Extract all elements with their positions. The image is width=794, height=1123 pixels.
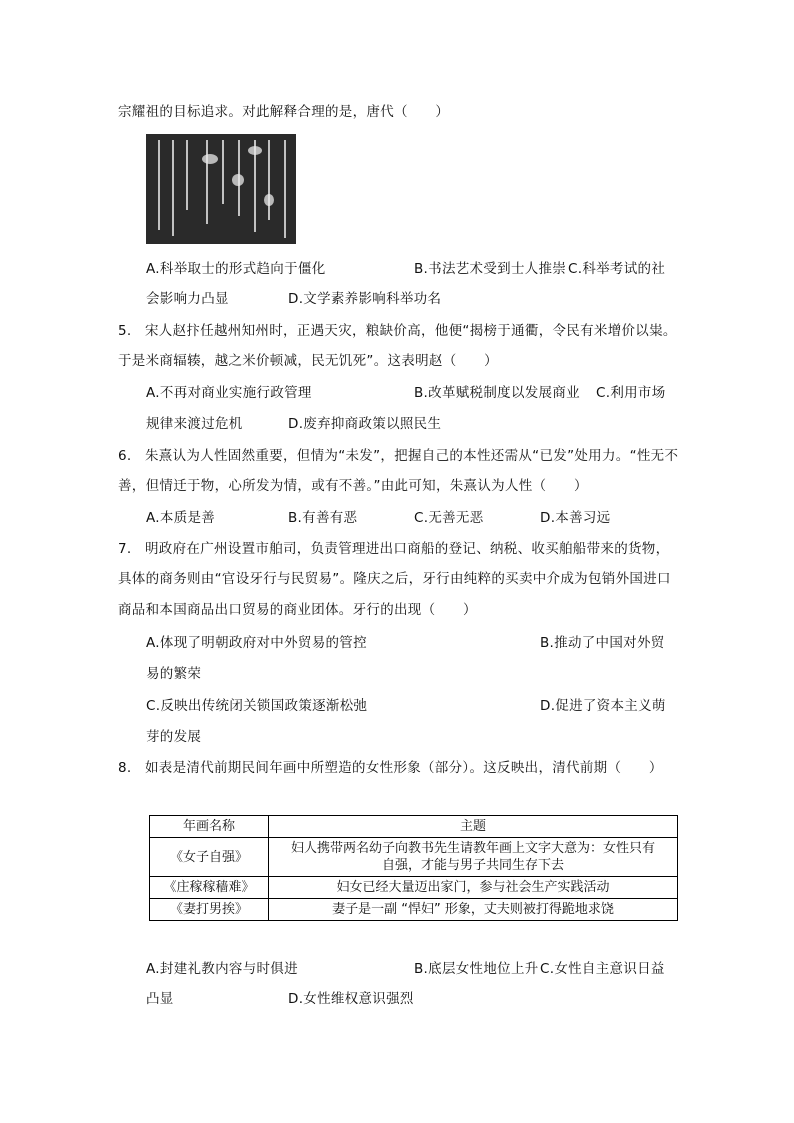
table-header-name: 年画名称	[150, 816, 269, 838]
q6-option-c: C.无善无恶	[414, 510, 484, 526]
table-cell-theme-line: 自强，才能与男子共同生存下去	[381, 858, 564, 873]
q7-option-a: A.体现了明朝政府对中外贸易的管控	[146, 635, 367, 651]
q6-option-d: D.本善习远	[540, 510, 611, 526]
table-row	[150, 877, 678, 899]
q7-line-2: 具体的商务则由“官设牙行与民贸易”。隆庆之后，牙行由纯粹的买卖中介成为包销外国进口	[118, 571, 671, 587]
q7-number: 7.	[118, 541, 132, 557]
q5-option-c: C.利用市场	[596, 385, 666, 401]
table-cell-theme: 妇女已经大量迈出家门，参与社会生产实践活动	[269, 877, 678, 899]
calligraphy-image	[146, 134, 296, 244]
q6-line-2: 善，但情迁于物，心所发为情，或有不善。”由此可知，朱熹认为人性（ ）	[118, 478, 588, 494]
table-cell-theme: 妻子是一副 “悍妇” 形象，丈夫则被打得跪地求饶	[269, 899, 678, 921]
q5-option-c-cont: 规律来渡过危机	[146, 416, 243, 432]
q8-number: 8.	[118, 760, 132, 776]
q7-option-d-cont: 芽的发展	[146, 729, 202, 745]
q4-option-c-cont: 会影响力凸显	[146, 291, 229, 307]
q6-number: 6.	[118, 448, 132, 464]
q5-option-a: A.不再对商业实施行政管理	[146, 385, 312, 401]
q5-line-2: 于是米商辐辏，越之米价顿减，民无饥死”。这表明赵（ ）	[118, 353, 498, 369]
q8-option-b: B.底层女性地位上升	[414, 961, 539, 977]
q7-option-b-cont: 易的繁荣	[146, 666, 202, 682]
q5-line-1: 宋人赵抃任越州知州时，正遇天灾，粮缺价高，他便“揭榜于通衢，令民有米增价以粜。	[145, 323, 677, 339]
q4-option-a: A.科举取士的形式趋向于僵化	[146, 261, 326, 277]
q4-option-d: D.文学素养影响科举功名	[288, 291, 442, 307]
table-header-theme: 主题	[269, 816, 678, 838]
q5-number: 5.	[118, 323, 132, 339]
table-cell-theme	[269, 838, 678, 877]
q7-option-c: C.反映出传统闭关锁国政策逐渐松弛	[146, 698, 368, 714]
q8-option-c-cont: 凸显	[146, 991, 174, 1007]
q8-stem: 如表是清代前期民间年画中所塑造的女性形象（部分）。这反映出，清代前期（ ）	[145, 760, 663, 776]
table-cell-theme-line: 妇人携带两名幼子向教书先生请教年画上文字大意为：女性只有	[290, 841, 655, 856]
q4-option-c: C.科举考试的社	[568, 261, 666, 277]
q8-option-d: D.女性维权意识强烈	[288, 991, 414, 1007]
table-row	[150, 899, 678, 921]
new-year-painting-table	[149, 815, 678, 921]
q7-line-3: 商品和本国商品出口贸易的商业团体。牙行的出现（ ）	[118, 602, 477, 618]
table-row	[150, 838, 678, 877]
q8-option-c: C.女性自主意识日益	[540, 961, 665, 977]
table-cell-name: 《庄稼稼穑难》	[150, 877, 269, 899]
q6-line-1: 朱熹认为人性固然重要，但情为“未发”，把握自己的本性还需从“已发”处用力。“性无不	[145, 448, 679, 464]
table-cell-name: 《妻打男挨》	[150, 899, 269, 921]
q8-option-a: A.封建礼教内容与时俱进	[146, 961, 298, 977]
q6-option-b: B.有善有恶	[288, 510, 358, 526]
q5-option-b: B.改革赋税制度以发展商业	[414, 385, 580, 401]
q5-option-d: D.废弃抑商政策以照民生	[288, 416, 442, 432]
q4-stem-tail: 宗耀祖的目标追求。对此解释合理的是，唐代（ ）	[118, 104, 450, 120]
q4-option-b: B.书法艺术受到士人推崇	[414, 261, 567, 277]
q7-option-d: D.促进了资本主义萌	[540, 698, 666, 714]
q6-option-a: A.本质是善	[146, 510, 216, 526]
table-cell-name: 《女子自强》	[150, 838, 269, 877]
q7-option-b: B.推动了中国对外贸	[540, 635, 665, 651]
table-header-row	[150, 816, 678, 838]
q7-line-1: 明政府在广州设置市舶司，负责管理进出口商船的登记、纳税、收买舶船带来的货物，	[145, 541, 670, 557]
